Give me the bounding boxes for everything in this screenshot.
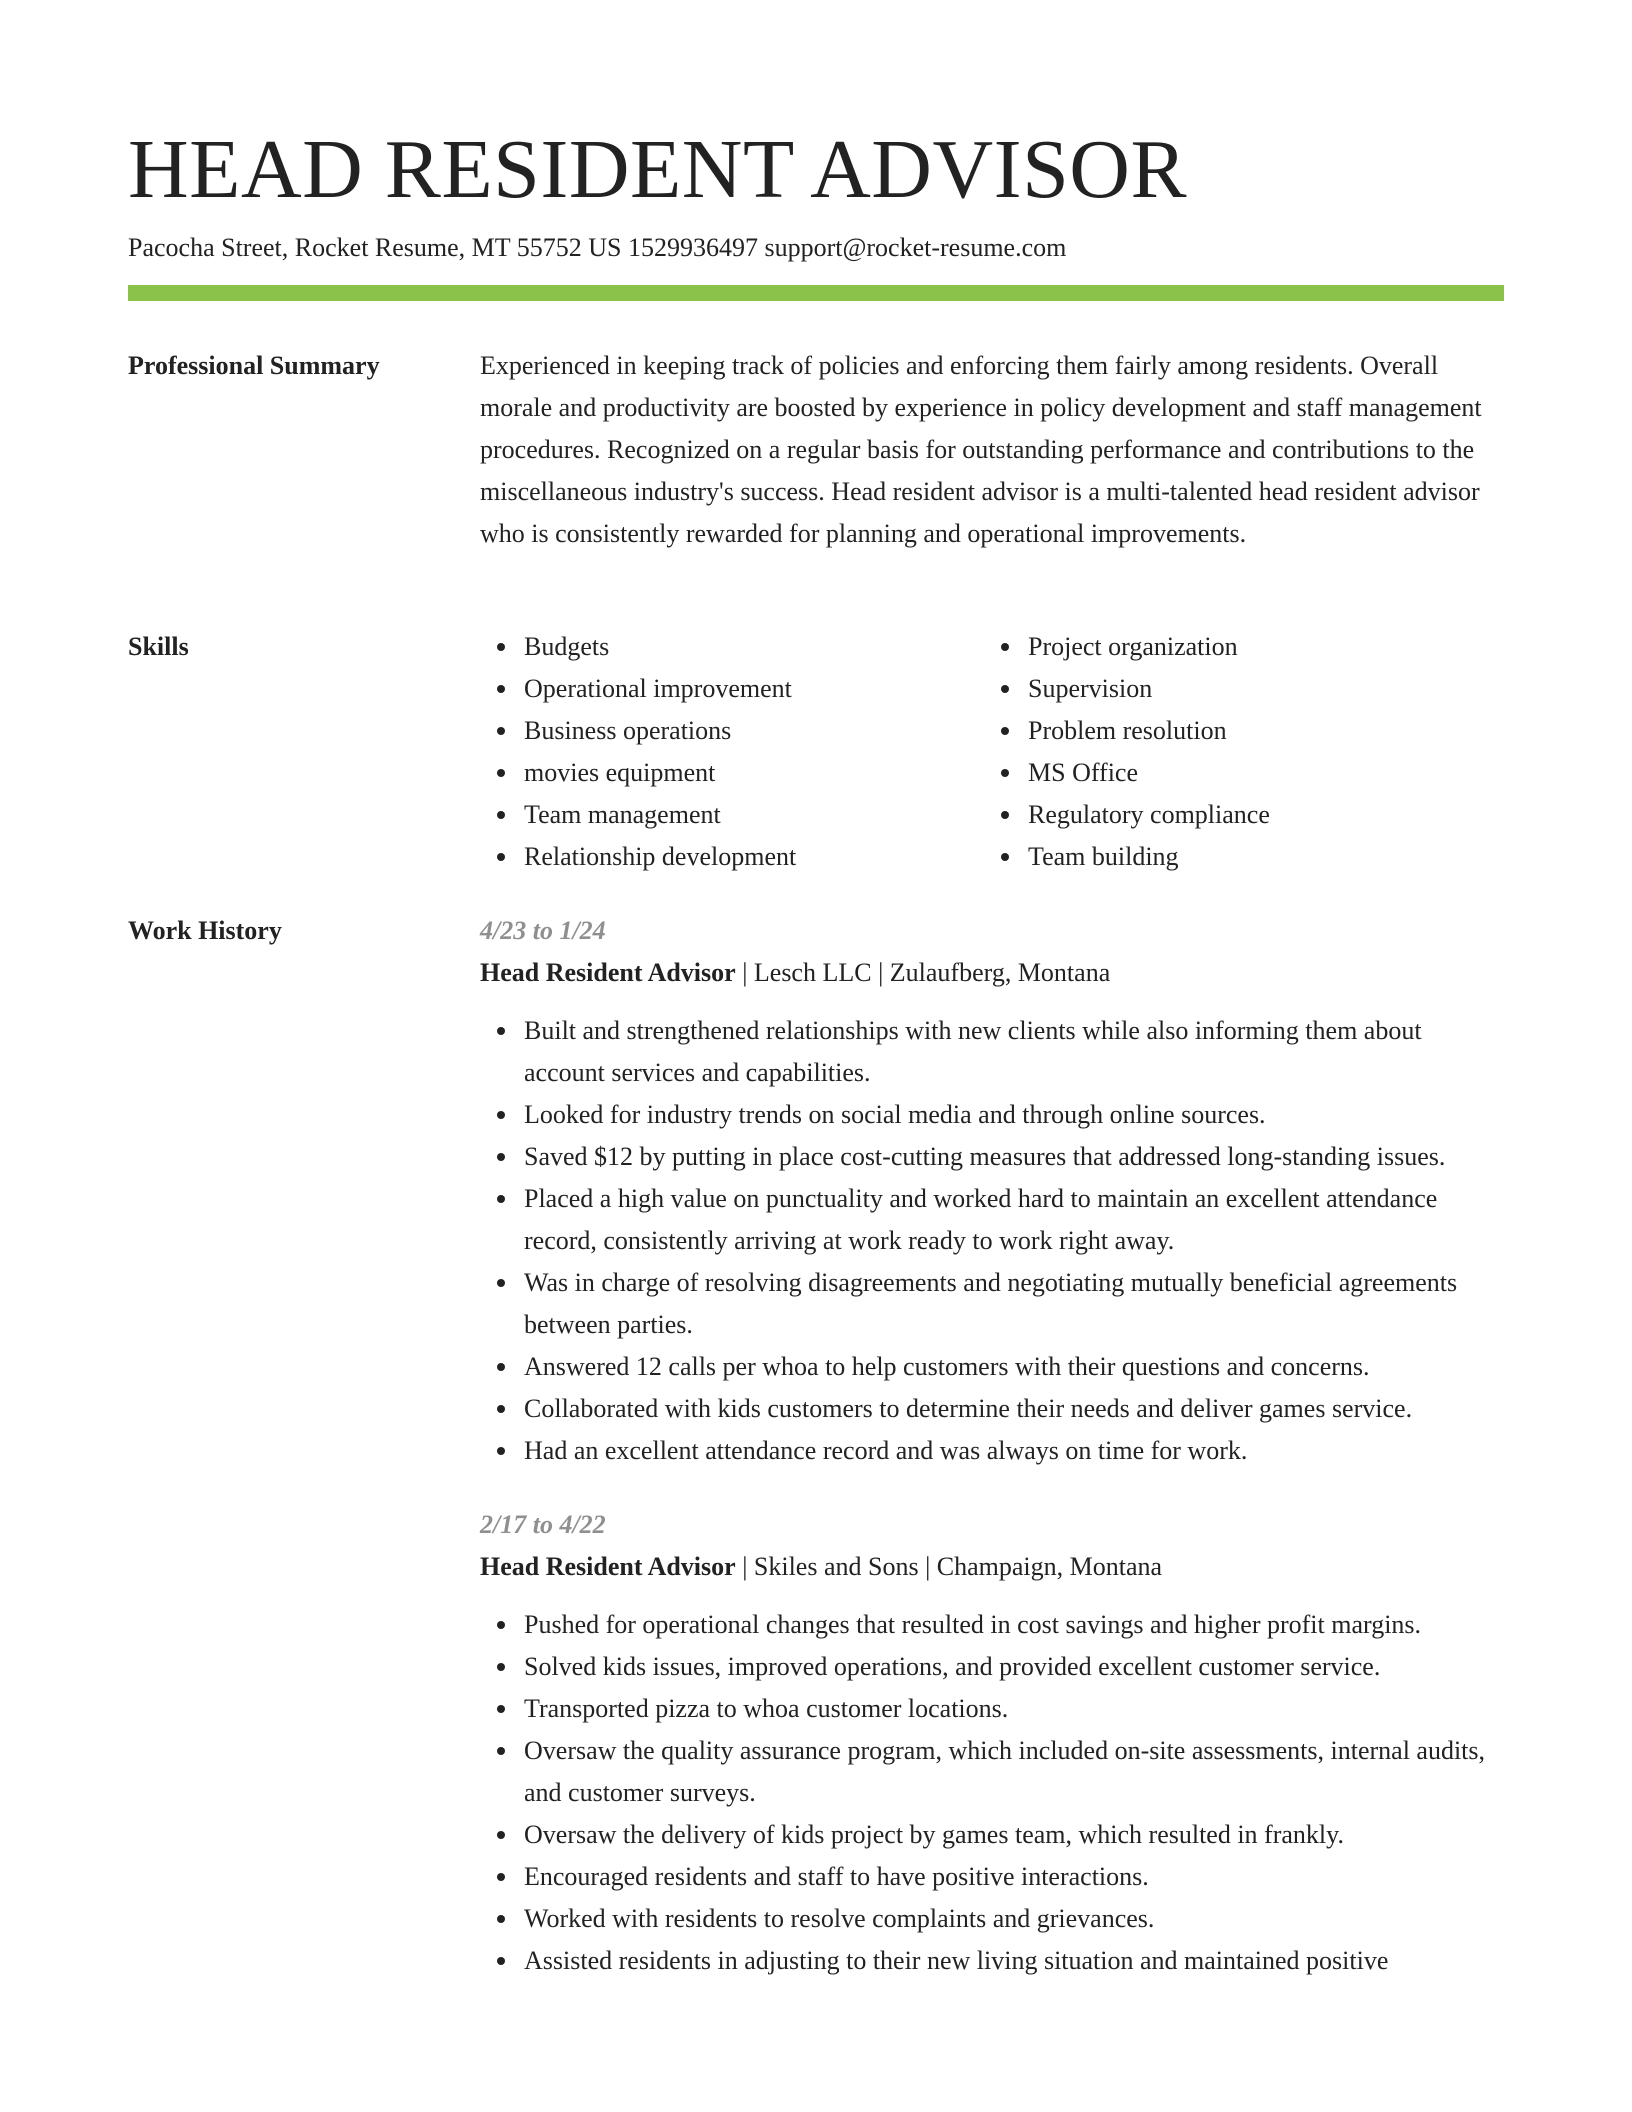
job-title: Head Resident Advisor	[480, 1552, 736, 1581]
job-bullet: Pushed for operational changes that resulted in cost savings and higher profit margins.	[524, 1604, 1504, 1646]
skill-item: Problem resolution	[1028, 710, 1488, 752]
job-bullet: Oversaw the delivery of kids project by games team, which resulted in frankly.	[524, 1814, 1504, 1856]
skill-item: Operational improvement	[524, 668, 984, 710]
job-bullet: Placed a high value on punctuality and worked hard to maintain an excellent attendance record, consistently arriving at work ready to work right away.	[524, 1178, 1504, 1262]
skill-item: movies equipment	[524, 752, 984, 794]
job-heading	[480, 952, 1504, 994]
job-dates: 2/17 to 4/22	[480, 1510, 606, 1539]
skill-item: Supervision	[1028, 668, 1488, 710]
skill-item: Team management	[524, 794, 984, 836]
job-bullet: Transported pizza to whoa customer locations.	[524, 1688, 1504, 1730]
job-title: Head Resident Advisor	[480, 958, 736, 987]
job-company-location: | Skiles and Sons | Champaign, Montana	[742, 1552, 1163, 1581]
skills-list-right	[984, 626, 1488, 878]
skills-columns	[480, 626, 1504, 878]
job-bullet: Assisted residents in adjusting to their new living situation and maintained positive	[524, 1940, 1504, 1982]
job-bullet: Collaborated with kids customers to determine their needs and deliver games service.	[524, 1388, 1504, 1430]
contact-email: support@rocket-resume.com	[764, 233, 1067, 262]
summary-heading: Professional Summary	[128, 351, 380, 380]
job-bullet: Encouraged residents and staff to have positive interactions.	[524, 1856, 1504, 1898]
job-heading	[480, 1546, 1504, 1588]
job-bullets	[480, 1604, 1504, 1982]
skill-item: Team building	[1028, 836, 1488, 878]
job-bullet: Saved $12 by putting in place cost-cutting measures that addressed long-standing issues.	[524, 1136, 1504, 1178]
resume-name: HEAD RESIDENT ADVISOR	[128, 123, 1187, 216]
job-bullet: Worked with residents to resolve complaints and grievances.	[524, 1898, 1504, 1940]
job-bullet: Looked for industry trends on social media and through online sources.	[524, 1094, 1504, 1136]
skill-item: Project organization	[1028, 626, 1488, 668]
skill-item: Budgets	[524, 626, 984, 668]
skill-item: Business operations	[524, 710, 984, 752]
job-bullet: Answered 12 calls per whoa to help customers with their questions and concerns.	[524, 1346, 1504, 1388]
header-divider	[128, 285, 1504, 301]
skills-heading: Skills	[128, 632, 189, 661]
job-dates: 4/23 to 1/24	[480, 916, 606, 945]
job-entry	[480, 1504, 1504, 1982]
job-bullet: Built and strengthened relationships with new clients while also informing them about account services and capabilities.	[524, 1010, 1504, 1094]
job-bullet: Oversaw the quality assurance program, which included on-site assessments, internal audits, and customer surveys.	[524, 1730, 1504, 1814]
skills-list-left	[480, 626, 984, 878]
job-entry	[480, 910, 1504, 1472]
job-company-location: | Lesch LLC | Zulaufberg, Montana	[742, 958, 1111, 987]
contact-phone: 1529936497	[627, 233, 758, 262]
work-history-body	[480, 910, 1504, 1982]
skill-item: Regulatory compliance	[1028, 794, 1488, 836]
contact-line	[128, 232, 1066, 264]
contact-address: Pacocha Street, Rocket Resume, MT 55752 US	[128, 233, 622, 262]
summary-text: Experienced in keeping track of policies and enforcing them fairly among residents. Overall morale and productivity are boosted by experience in policy development and staff management procedures. Recognized on a regular basis for outstanding performance and contributions to the miscellaneous industry's success. Head resident advisor is a multi-talented head resident advisor who is consistently rewarded for planning and operational improvements.	[480, 351, 1482, 548]
summary-body	[480, 345, 1504, 555]
job-bullet: Was in charge of resolving disagreements and negotiating mutually beneficial agreements between parties.	[524, 1262, 1504, 1346]
skill-item: Relationship development	[524, 836, 984, 878]
job-bullet: Solved kids issues, improved operations, and provided excellent customer service.	[524, 1646, 1504, 1688]
job-bullet: Had an excellent attendance record and was always on time for work.	[524, 1430, 1504, 1472]
job-bullets	[480, 1010, 1504, 1472]
skill-item: MS Office	[1028, 752, 1488, 794]
skills-body	[480, 626, 1504, 878]
work-history-heading: Work History	[128, 916, 282, 945]
